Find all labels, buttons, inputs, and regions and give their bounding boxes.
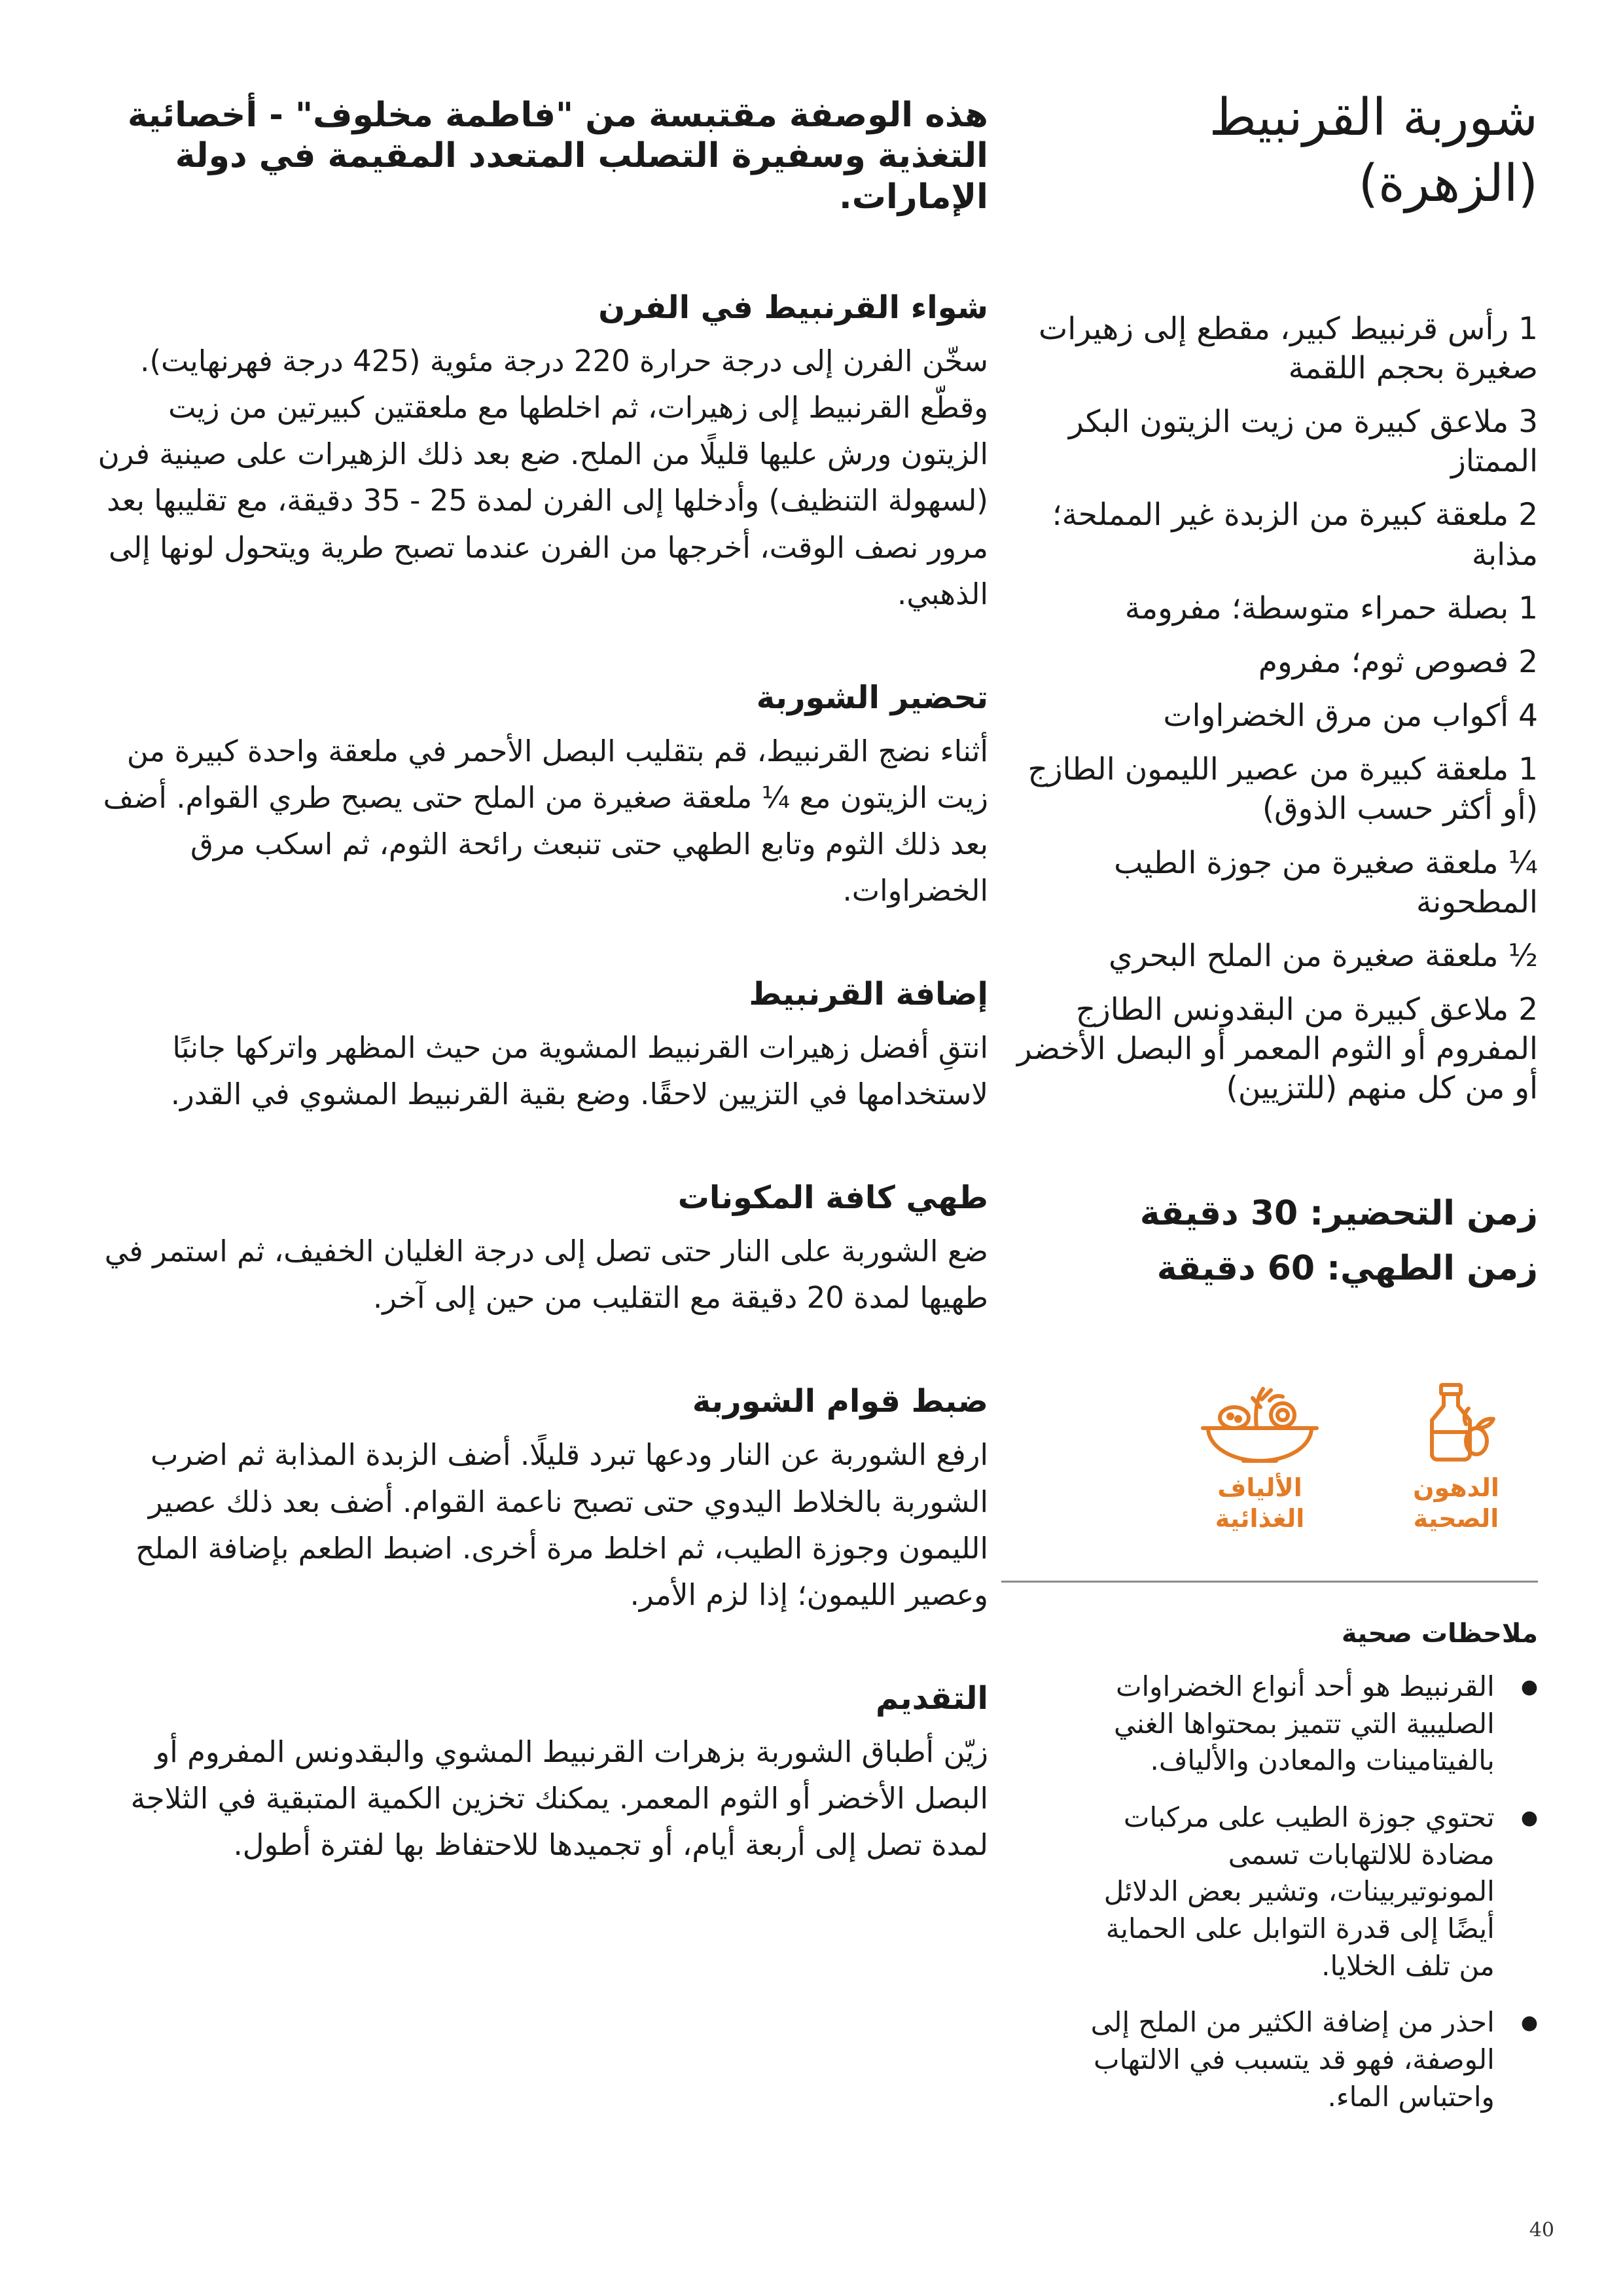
- ingredient-item: 4 أكواب من مرق الخضراوات: [1163, 698, 1538, 734]
- recipe-title: شوربة القرنبيط (الزهرة): [1209, 88, 1538, 214]
- recipe-intro: هذه الوصفة مقتبسة من "فاطمة مخلوف" - أخصائية التغذية وسفيرة التصلب المتعدد المقيمة في دولة الإمارات.: [127, 96, 988, 217]
- step-roast: [85, 289, 988, 617]
- step-body: أثناء نضج القرنبيط، قم بتقليب البصل الأحمر في ملعقة واحدة كبيرة من زيت الزيتون مع ¼ ملعقة صغيرة من الملح حتى يصبح طري القوام. أضف بعد ذلك الثوم وتابع الطهي حتى تنبعث رائحة الثوم، ثم اسكب مرق الخضراوات.: [103, 733, 988, 908]
- health-note-text: القرنبيط هو أحد أنواع الخضراوات الصليبية التي تتميز بمحتواها الغني بالفيتامينات والمعادن والألياف.: [1113, 1670, 1495, 1777]
- health-notes-list: [1014, 1668, 1538, 2116]
- health-note-text: تحتوي جوزة الطيب على مركبات مضادة للالتهابات تسمى المونوتيربينات، وتشير بعض الدلائل أيضًا إلى قدرة التوابل على الحماية من تلف الخلايا.: [1103, 1801, 1495, 1982]
- bullet-icon: ●: [1520, 1806, 1538, 1829]
- step-serve: [85, 1680, 988, 1868]
- time-info: [1014, 1187, 1538, 1295]
- bullet-icon: ●: [1520, 2011, 1538, 2035]
- step-body: زيّن أطباق الشوربة بزهرات القرنبيط المشوي والبقدونس المفروم أو البصل الأخضر أو الثوم المعمر. يمكنك تخزين الكمية المتبقية في الثلاجة لمدة تصل إلى أربعة أيام، أو تجميدها للاحتفاظ بها لفترة أطول.: [130, 1734, 988, 1863]
- vegetable-bowl-icon: [1198, 1381, 1322, 1466]
- health-note-text: احذر من إضافة الكثير من الملح إلى الوصفة، فهو قد يتسبب في الالتهاب واحتباس الماء.: [1090, 2006, 1495, 2113]
- step-body: انتقِ أفضل زهيرات القرنبيط المشوية من حيث المظهر واتركها جانبًا لاستخدامها في التزيين لاحقًا. وضع بقية القرنبيط المشوي في القدر.: [170, 1030, 988, 1112]
- step-heading: طهي كافة المكونات: [677, 1179, 988, 1217]
- healthy-fats-label: الدهون الصحية: [1413, 1473, 1499, 1534]
- ingredient-item: 2 ملعقة كبيرة من الزبدة غير المملحة؛ مذابة: [1052, 497, 1538, 573]
- step-heading: ضبط قوام الشوربة: [692, 1383, 988, 1420]
- ingredients-column: [1014, 85, 1538, 2135]
- ingredient-item: 1 ملعقة كبيرة من عصير الليمون الطازج (أو أكثر حسب الذوق): [1027, 751, 1538, 827]
- nutrition-badges: [1014, 1381, 1538, 1535]
- ingredient-item: 2 ملاعق كبيرة من البقدونس الطازج المفروم أو الثوم المعمر أو البصل الأخضر أو من كل منهم (للتزيين): [1017, 991, 1538, 1107]
- ingredient-item: ½ ملعقة صغيرة من الملح البحري: [1109, 937, 1538, 974]
- step-body: ارفع الشوربة عن النار ودعها تبرد قليلًا. أضف الزبدة المذابة ثم اضرب الشوربة بالخلاط اليدوي حتى تصبح ناعمة القوام. أضف بعد ذلك عصير الليمون وجوزة الطيب، ثم اخلط مرة أخرى. اضبط الطعم بإضافة الملح وعصير الليمون؛ إذا لزم الأمر.: [135, 1437, 988, 1612]
- divider-line: [1001, 1581, 1538, 1583]
- bullet-icon: ●: [1520, 1675, 1538, 1698]
- health-note-item: [1014, 1799, 1538, 1984]
- step-heading: التقديم: [875, 1679, 988, 1717]
- cook-time: زمن الطهي: 60 دقيقة: [1156, 1248, 1538, 1288]
- step-adjust-texture: [85, 1383, 988, 1617]
- ingredient-item: 2 فصوص ثوم؛ مفروم: [1258, 643, 1538, 680]
- step-add-cauliflower: [85, 976, 988, 1117]
- health-notes-title: ملاحظات صحية: [1341, 1618, 1538, 1649]
- health-note-item: [1014, 1668, 1538, 1780]
- method-column: [85, 95, 988, 1930]
- ingredients-list: [1014, 310, 1538, 1109]
- dietary-fiber-badge: [1191, 1381, 1329, 1535]
- step-cook-all: [85, 1179, 988, 1321]
- ingredient-item: 3 ملاعق كبيرة من زيت الزيتون البكر الممتاز: [1068, 404, 1538, 480]
- ingredient-item: ¼ ملعقة صغيرة من جوزة الطيب المطحونة: [1114, 844, 1538, 920]
- step-heading: شواء القرنبيط في الفرن: [598, 289, 988, 327]
- healthy-fats-badge: [1387, 1381, 1525, 1535]
- ingredient-item: 1 بصلة حمراء متوسطة؛ مفرومة: [1124, 590, 1538, 626]
- health-note-item: [1014, 2004, 1538, 2115]
- step-heading: إضافة القرنبيط: [749, 976, 988, 1013]
- dietary-fiber-label: الألياف الغذائية: [1215, 1473, 1305, 1534]
- page-number: 40: [1529, 2219, 1554, 2242]
- step-prepare-soup: [85, 679, 988, 914]
- step-body: سخّن الفرن إلى درجة حرارة 220 درجة مئوية (425 درجة فهرنهايت). وقطّع القرنبيط إلى زهيرات، ثم اخلطها مع ملعقتين كبيرتين من زيت الزيتون ورش عليها قليلًا من الملح. ضع بعد ذلك الزهيرات على صينية فرن (لسهولة التنظيف) وأدخلها إلى الفرن لمدة 25 - 35 دقيقة، مع تقليبها بعد مرور نصف الوقت، أخرجها من الفرن عندما تصبح طرية ويتحول لونها إلى الذهبي.: [98, 344, 988, 611]
- ingredient-item: 1 رأس قرنبيط كبير، مقطع إلى زهيرات صغيرة بحجم اللقمة: [1039, 310, 1538, 386]
- oil-bottle-olives-icon: [1414, 1381, 1499, 1466]
- prep-time: زمن التحضير: 30 دقيقة: [1139, 1194, 1538, 1234]
- step-heading: تحضير الشوربة: [756, 679, 988, 716]
- step-body: ضع الشوربة على النار حتى تصل إلى درجة الغليان الخفيف، ثم استمر في طهيها لمدة 20 دقيقة مع التقليب من حين إلى آخر.: [104, 1234, 988, 1316]
